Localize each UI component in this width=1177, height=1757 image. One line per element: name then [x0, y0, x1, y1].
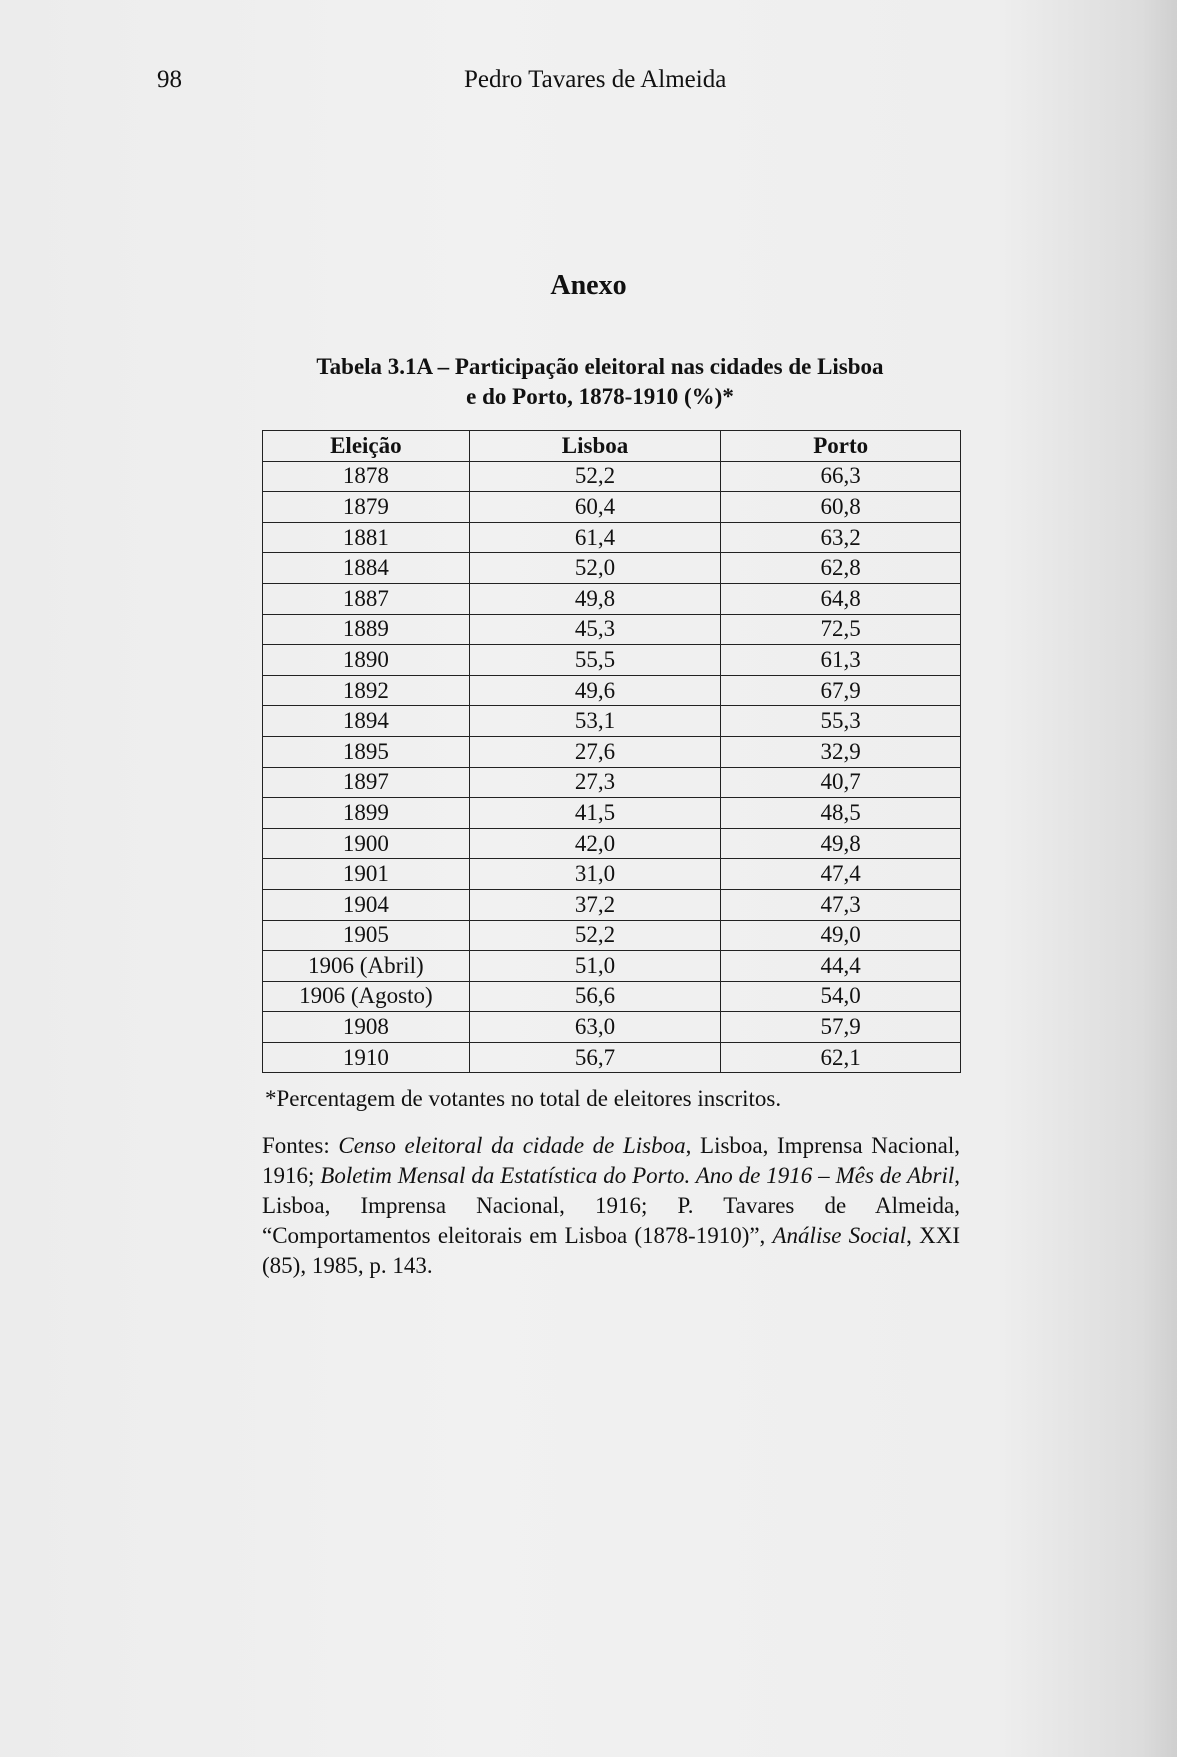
- cell-lisboa: 37,2: [469, 889, 721, 920]
- table-row: [263, 614, 961, 645]
- cell-eleicao: 1908: [263, 1012, 470, 1043]
- sources-note: [262, 1131, 960, 1281]
- cell-porto: 64,8: [721, 583, 961, 614]
- cell-eleicao: 1879: [263, 492, 470, 523]
- table-row: [263, 461, 961, 492]
- cell-lisboa: 56,7: [469, 1042, 721, 1073]
- table-row: [263, 981, 961, 1012]
- cell-lisboa: 27,6: [469, 736, 721, 767]
- cell-eleicao: 1894: [263, 706, 470, 737]
- cell-porto: 47,3: [721, 889, 961, 920]
- cell-lisboa: 51,0: [469, 951, 721, 982]
- sources-text-3: , Lisboa, Imprensa Nacional, 1916; P. Tavares de Almeida, “Comportamentos eleitorais em Lisboa (1878-1910)”,: [262, 1163, 961, 1248]
- cell-lisboa: 52,2: [469, 461, 721, 492]
- column-header-lisboa: Lisboa: [469, 431, 721, 462]
- table-row: [263, 583, 961, 614]
- cell-lisboa: 31,0: [469, 859, 721, 890]
- cell-lisboa: 27,3: [469, 767, 721, 798]
- sources-title-analise: Análise Social: [772, 1223, 907, 1248]
- table-row: [263, 859, 961, 890]
- cell-eleicao: 1887: [263, 583, 470, 614]
- table-row: [263, 767, 961, 798]
- cell-porto: 66,3: [721, 461, 961, 492]
- cell-porto: 60,8: [721, 492, 961, 523]
- table-caption-line-2: e do Porto, 1878-1910 (%)*: [466, 384, 734, 409]
- table-body: [263, 461, 961, 1073]
- table-caption: [200, 352, 1000, 412]
- sources-text-2: , Lisboa, Imprensa Nacional, 1916;: [262, 1133, 960, 1188]
- cell-eleicao: 1900: [263, 828, 470, 859]
- cell-lisboa: 56,6: [469, 981, 721, 1012]
- page-number: 98: [157, 66, 182, 93]
- table-row: [263, 522, 961, 553]
- cell-eleicao: 1904: [263, 889, 470, 920]
- table-row: [263, 889, 961, 920]
- cell-eleicao: 1878: [263, 461, 470, 492]
- cell-lisboa: 53,1: [469, 706, 721, 737]
- cell-eleicao: 1881: [263, 522, 470, 553]
- sources-text-4: , XXI (85), 1985, p. 143.: [262, 1223, 960, 1278]
- cell-porto: 48,5: [721, 798, 961, 829]
- sources-title-boletim: Boletim Mensal da Estatística do Porto. Ano de 1916 – Mês de Abril: [320, 1163, 955, 1188]
- table-row: [263, 951, 961, 982]
- cell-lisboa: 41,5: [469, 798, 721, 829]
- cell-lisboa: 49,6: [469, 675, 721, 706]
- cell-eleicao: 1889: [263, 614, 470, 645]
- cell-porto: 62,8: [721, 553, 961, 584]
- table-row: [263, 828, 961, 859]
- cell-eleicao: 1901: [263, 859, 470, 890]
- cell-lisboa: 55,5: [469, 645, 721, 676]
- table-caption-line-1: Tabela 3.1A – Participação eleitoral nas cidades de Lisboa: [316, 354, 884, 379]
- cell-eleicao: 1910: [263, 1042, 470, 1073]
- section-title: Anexo: [550, 270, 627, 301]
- cell-lisboa: 52,2: [469, 920, 721, 951]
- cell-lisboa: 45,3: [469, 614, 721, 645]
- cell-porto: 47,4: [721, 859, 961, 890]
- table-row: [263, 645, 961, 676]
- cell-lisboa: 52,0: [469, 553, 721, 584]
- cell-lisboa: 42,0: [469, 828, 721, 859]
- table-row: [263, 736, 961, 767]
- table-row: [263, 1042, 961, 1073]
- cell-porto: 49,0: [721, 920, 961, 951]
- cell-porto: 40,7: [721, 767, 961, 798]
- cell-eleicao: 1905: [263, 920, 470, 951]
- cell-eleicao: 1899: [263, 798, 470, 829]
- turnout-table: [262, 430, 961, 1073]
- cell-eleicao: 1892: [263, 675, 470, 706]
- table-header-row: [263, 431, 961, 462]
- cell-eleicao: 1895: [263, 736, 470, 767]
- column-header-porto: Porto: [721, 431, 961, 462]
- cell-eleicao: 1890: [263, 645, 470, 676]
- cell-lisboa: 49,8: [469, 583, 721, 614]
- table-row: [263, 1012, 961, 1043]
- cell-eleicao: 1897: [263, 767, 470, 798]
- cell-porto: 62,1: [721, 1042, 961, 1073]
- cell-porto: 67,9: [721, 675, 961, 706]
- table-footnote: *Percentagem de votantes no total de eleitores inscritos.: [265, 1086, 782, 1111]
- cell-porto: 54,0: [721, 981, 961, 1012]
- table-row: [263, 553, 961, 584]
- cell-lisboa: 60,4: [469, 492, 721, 523]
- cell-porto: 72,5: [721, 614, 961, 645]
- cell-porto: 49,8: [721, 828, 961, 859]
- cell-porto: 44,4: [721, 951, 961, 982]
- cell-lisboa: 63,0: [469, 1012, 721, 1043]
- column-header-eleicao: Eleição: [263, 431, 470, 462]
- cell-eleicao: 1906 (Agosto): [263, 981, 470, 1012]
- cell-porto: 63,2: [721, 522, 961, 553]
- table-row: [263, 492, 961, 523]
- cell-eleicao: 1884: [263, 553, 470, 584]
- table-row: [263, 920, 961, 951]
- cell-porto: 57,9: [721, 1012, 961, 1043]
- page-header: [157, 66, 997, 100]
- cell-porto: 61,3: [721, 645, 961, 676]
- cell-porto: 55,3: [721, 706, 961, 737]
- cell-lisboa: 61,4: [469, 522, 721, 553]
- table-row: [263, 706, 961, 737]
- sources-title-censo: Censo eleitoral da cidade de Lisboa: [338, 1133, 686, 1158]
- cell-eleicao: 1906 (Abril): [263, 951, 470, 982]
- sources-text-1: Fontes:: [262, 1133, 339, 1158]
- table-row: [263, 675, 961, 706]
- cell-porto: 32,9: [721, 736, 961, 767]
- running-title: Pedro Tavares de Almeida: [464, 66, 727, 93]
- table-row: [263, 798, 961, 829]
